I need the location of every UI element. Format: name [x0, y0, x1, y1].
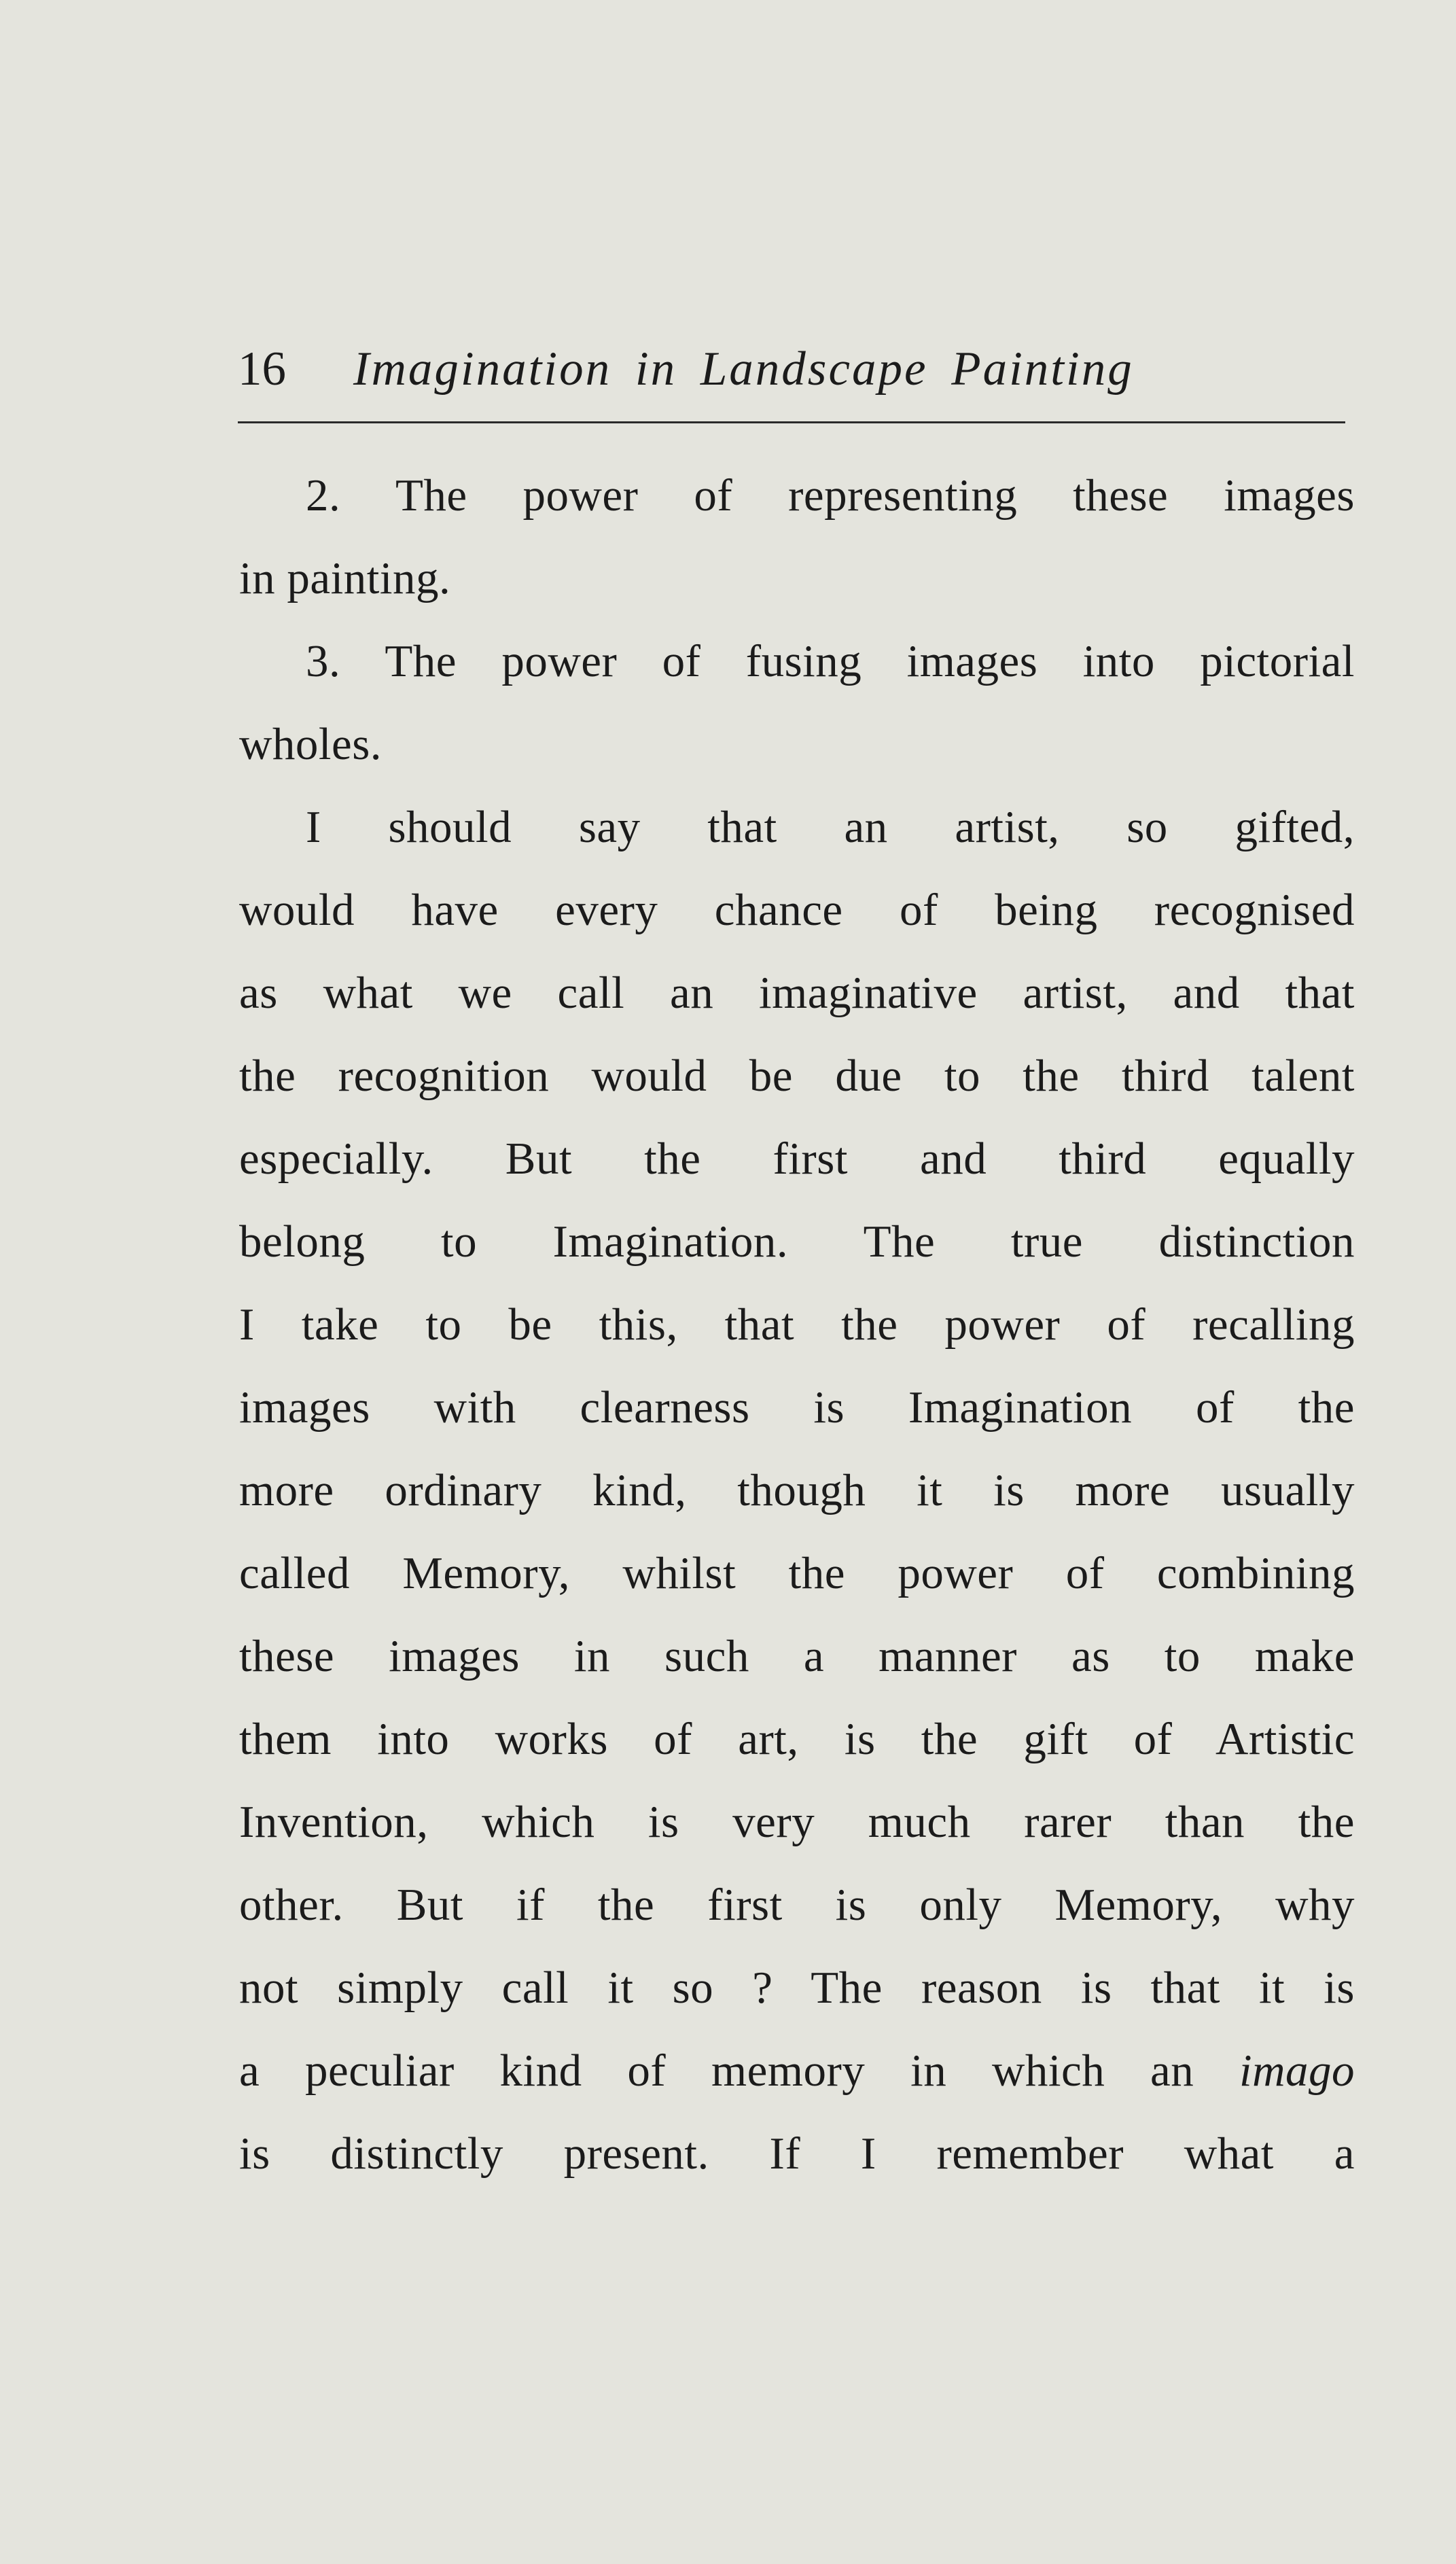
paragraph-line-imago	[239, 2029, 1355, 2112]
paragraph-line: them into works of art, is the gift of Artistic	[239, 1714, 1355, 1764]
paragraph-line: these images in such a manner as to make	[239, 1631, 1355, 1681]
paragraph-line: especially. But the first and third equally	[239, 1134, 1355, 1184]
paragraph-line: Invention, which is very much rarer than the	[239, 1797, 1355, 1847]
imago-line-text: a peculiar kind of memory in which an	[239, 2045, 1194, 2096]
paragraph-line: called Memory, whilst the power of combining	[239, 1548, 1355, 1598]
imago-italic-word: imago	[1239, 2045, 1355, 2096]
paragraph-line: as what we call an imaginative artist, and that	[239, 968, 1355, 1018]
paragraph-line: I take to be this, that the power of recalling	[239, 1299, 1355, 1350]
paragraph-line: the recognition would be due to the third talent	[239, 1051, 1355, 1101]
paragraph-line: would have every chance of being recognised	[239, 885, 1355, 935]
paragraph-line: I should say that an artist, so gifted,	[306, 802, 1355, 852]
list-item-3-line-1: 3. The power of fusing images into pictorial	[306, 636, 1355, 686]
list-item-2-line-2: in painting.	[239, 553, 451, 603]
body-text	[239, 454, 1355, 2195]
paragraph-line: other. But if the first is only Memory, why	[239, 1880, 1355, 1930]
paragraph-line: not simply call it so ? The reason is that it is	[239, 1963, 1355, 2013]
header-rule	[238, 421, 1345, 423]
page-number: 16	[238, 343, 286, 396]
paragraph-last-line: is distinctly present. If I remember what a	[239, 2128, 1355, 2179]
list-item-2-line-1: 2. The power of representing these images	[306, 470, 1355, 521]
list-item-3-line-2: wholes.	[239, 719, 383, 769]
running-title: Imagination in Landscape Painting	[353, 343, 1134, 396]
paragraph-line: belong to Imagination. The true distinction	[239, 1216, 1355, 1267]
paragraph-line: images with clearness is Imagination of the	[239, 1382, 1355, 1433]
running-header	[238, 332, 1345, 406]
paragraph-line: more ordinary kind, though it is more usually	[239, 1465, 1355, 1515]
